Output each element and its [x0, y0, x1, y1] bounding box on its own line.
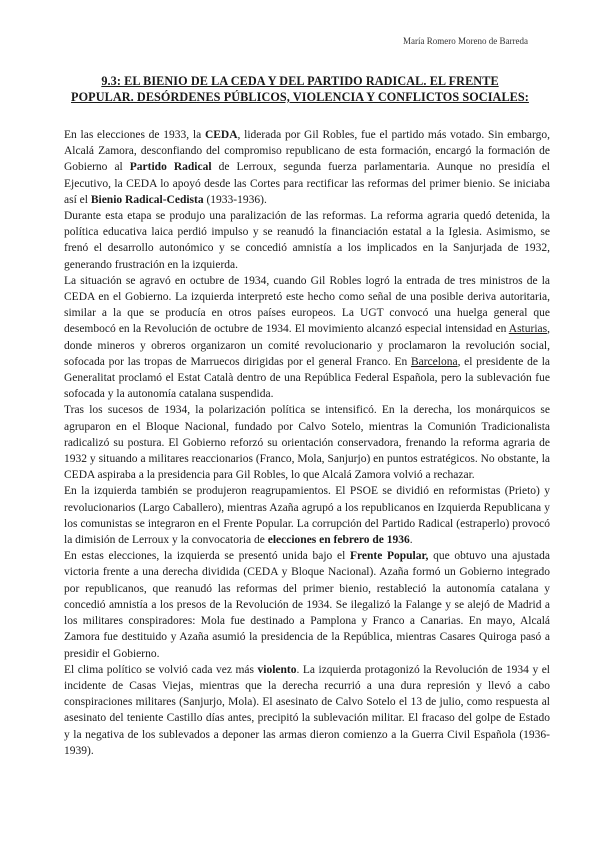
bold-bienio: Bienio Radical-Cedista — [90, 193, 204, 206]
paragraph-popular-front — [64, 548, 550, 661]
paragraph-violence — [64, 662, 550, 759]
text-run: . La izquierda protagonizó la Revolución de 1934 y el incidente de Casas Viejas, mientras que la derecha recurrió a una dura represión y llevó a cabo conspiraciones militares (Sanjurjo, Mola). El asesinato de Calvo Sotelo el 13 de julio, como respuesta al asesinato del teniente Castillo días antes, precipitó la sublevación militar. El fracaso del golpe de Estado y la negativa de los sublevados a deponer las armas dieron comienzo a la Guerra Civil Española (1936-1939). — [64, 663, 551, 757]
bold-ceda: CEDA — [204, 129, 238, 141]
underlined-asturias: Asturias — [508, 323, 548, 336]
bold-frente-popular: Frente Popular, — [349, 550, 429, 563]
text-run: (1933-1936). — [203, 193, 267, 206]
text-run: , liderada por Gil Robles, fue el partido más votado. Sin embargo, Alcalá Zamora, desconfiando del compromiso republicano de esta formación, encargó la formación de Gobierno al — [64, 129, 551, 174]
paragraph-left-regrouping — [64, 483, 550, 548]
text-run: , donde mineros y obreros organizaron un comité revolucionario y proclamaron la revolución social, sofocada por las tropas de Marruecos dirigidas por el general Franco. En — [64, 323, 550, 368]
text-run: El clima político se volvió cada vez más — [64, 663, 258, 676]
paragraph-polarization: Tras los sucesos de 1934, la polarización política se intensificó. En la derecha, los monárquicos se agruparon en el Bloque Nacional, fundado por Calvo Sotelo, mientras la Comunión Tradicionalista radicalizó su postura. El Gobierno reforzó su orientación conservadora, frenando la reforma agraria de 1932 y situando a militares reaccionarios (Franco, Mola, Sanjurjo) en puntos estratégicos. No obstante, la CEDA aspiraba a la presidencia para Gil Robles, lo que Alcalá Zamora volvió a rechazar. — [64, 404, 550, 482]
text-run: , el presidente de la Generalitat proclamó el Estat Català dentro de una República Federal Española, pero la sublevación fue sofocada y la autonomía catalana suspendida. — [64, 355, 550, 401]
text-run: que obtuvo una ajustada victoria frente a una derecha dividida (CEDA y Bloque Nacional). Azaña formó un Gobierno integrado por republicanos, que reanudó las reformas del primer bienio, restableció la autonomía catalana y concedió amnistía a los presos de la Revolución de 1934. Se ilegalizó la Falange y se alejó de Madrid a los militares conspiradores: Mola fue destinado a Pamplona y Franco a Canarias. En mayo, Alcalá Zamora fue destituido y Azaña asumió la presidencia de la República, mientras Casares Quiroga pasó a presidir el Gobierno. — [64, 550, 550, 660]
title-line-2: POPULAR. DESÓRDENES PÚBLICOS, VIOLENCIA Y CONFLICTOS SOCIALES: — [71, 90, 529, 104]
text-run: En estas elecciones, la izquierda se presentó unida bajo el — [64, 550, 350, 563]
bold-elections-1936: elecciones en febrero de 1936 — [267, 534, 410, 547]
bold-violento: violento — [257, 663, 297, 676]
paragraph-revolution-1934 — [64, 273, 550, 403]
text-run: En la izquierda también se produjeron reagrupamientos. El PSOE se dividió en reformistas (Prieto) y revolucionarios (Largo Caballero), mientras Azaña agrupó a los republicanos en Izquierda Republicana y los comunistas se integraron en el Frente Popular. La corrupción del Partido Radical (estraperlo) provocó la dimisión de Lerroux y la convocatoria de — [64, 485, 550, 547]
text-run: En las elecciones de 1933, la — [64, 129, 205, 141]
underlined-barcelona: Barcelona — [410, 355, 458, 368]
document-title — [40, 73, 560, 105]
text-run: de Lerroux, segunda fuerza parlamentaria. Aunque no presidía el Ejecutivo, la CEDA lo apoyó desde las Cortes para rectificar las reformas del primer bienio. Se iniciaba así el — [64, 161, 550, 206]
paragraph-reforms-halt: Durante esta etapa se produjo una paralización de las reformas. La reforma agraria quedó detenida, la política educativa laica perdió impulso y se reanudó la financiación estatal a la Iglesia. Asimismo, se frenó el desarrollo autonómico y se concedió amnistía a los implicados en la Sanjurjada de 1932, generando frustración en la izquierda. — [64, 210, 550, 271]
author-header: María Romero Moreno de Barreda — [403, 36, 528, 46]
paragraph-elections-1933 — [64, 127, 550, 208]
document-body — [64, 127, 550, 759]
text-run: . — [409, 534, 413, 547]
title-line-1: 9.3: EL BIENIO DE LA CEDA Y DEL PARTIDO RADICAL. EL FRENTE — [101, 74, 499, 88]
bold-partido-radical: Partido Radical — [129, 161, 212, 174]
text-run: La situación se agravó en octubre de 1934, cuando Gil Robles logró la entrada de tres ministros de la CEDA en el Gobierno. La izquierda interpretó este hecho como señal de una posible deriva autoritaria, similar a la que se producía en otros países europeos. La UGT convocó una huelga general que desembocó en la Revolución de octubre de 1934. El movimiento alcanzó especial intensidad en — [64, 274, 550, 336]
